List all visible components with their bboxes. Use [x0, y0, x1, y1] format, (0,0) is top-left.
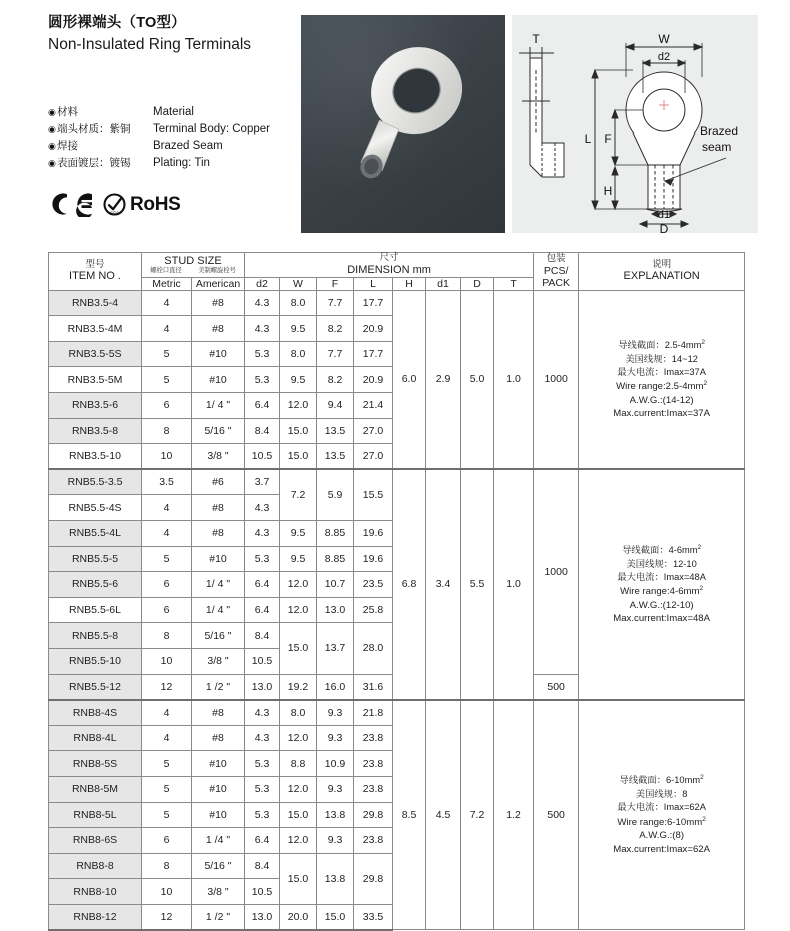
cell-american: 1/ 4 ": [192, 572, 245, 598]
cell-d2: 6.4: [245, 572, 280, 598]
cell-d2: 5.3: [245, 341, 280, 367]
cell-item: RNB3.5-6: [49, 393, 142, 419]
cell-american: #8: [192, 725, 245, 751]
expl-line: A.W.G.:(14-12): [629, 394, 694, 406]
cell-f: 10.9: [317, 751, 354, 777]
material-label-cn: 焊接: [57, 140, 78, 152]
cell-metric: 5: [142, 367, 192, 393]
cell-american: #8: [192, 520, 245, 546]
cell-w: 7.2: [280, 469, 317, 520]
cell-american: 5/16 ": [192, 853, 245, 879]
cell-l: 27.0: [354, 418, 393, 444]
cell-w: 19.2: [280, 674, 317, 700]
drawing-svg: [512, 15, 758, 233]
cell-l: 17.7: [354, 290, 393, 316]
cell-item: RNB5.5-6L: [49, 597, 142, 623]
bullet-icon: ◉: [48, 107, 56, 117]
cell-w: 9.5: [280, 367, 317, 393]
cell-w: 8.0: [280, 700, 317, 726]
page-title-en: Non-Insulated Ring Terminals: [48, 35, 252, 53]
col-header-item-en: ITEM NO .: [69, 270, 121, 283]
cell-american: 5/16 ": [192, 623, 245, 649]
list-item: [48, 104, 300, 121]
material-label-en: Terminal Body: Copper: [153, 123, 270, 135]
cell-l: 19.6: [354, 520, 393, 546]
col-header-stud-size: [142, 253, 245, 278]
cell-american: 1 /2 ": [192, 904, 245, 930]
cell-metric: 6: [142, 828, 192, 854]
cell-d2: 8.4: [245, 623, 280, 649]
cell-w: 9.5: [280, 520, 317, 546]
cell-metric: 6: [142, 572, 192, 598]
expl-line: Wire $range:4-6mm^2$: [620, 585, 704, 598]
drawing-label-w: W: [658, 32, 670, 46]
cell-item: RNB5.5-4S: [49, 495, 142, 521]
cell-item: RNB5.5-3.5: [49, 469, 142, 495]
cell-h: 6.0: [393, 290, 426, 469]
col-header-h: H: [393, 277, 426, 290]
cell-l: 25.8: [354, 597, 393, 623]
cell-american: #8: [192, 316, 245, 342]
cell-item: RNB3.5-5M: [49, 367, 142, 393]
cell-d2: 4.3: [245, 700, 280, 726]
cell-american: 1 /4 ": [192, 828, 245, 854]
expl-line: 最大电流：Imax=48A: [617, 571, 706, 582]
cell-f: 15.0: [317, 904, 354, 930]
cell-d2: 4.3: [245, 520, 280, 546]
rohs-small-text: SGS: [110, 209, 119, 215]
cell-metric: 12: [142, 674, 192, 700]
cell-metric: 3.5: [142, 469, 192, 495]
cell-f: 8.2: [317, 367, 354, 393]
cell-metric: 5: [142, 341, 192, 367]
cell-item: RNB8-4L: [49, 725, 142, 751]
col-header-dimension-cn: 尺寸: [379, 252, 399, 263]
col-header-l: L: [354, 277, 393, 290]
cell-d2: 13.0: [245, 674, 280, 700]
rohs-mark: [103, 193, 181, 216]
cell-w: 12.0: [280, 572, 317, 598]
material-spec-list: [48, 104, 300, 172]
col-header-explanation: [579, 253, 745, 291]
cell-pack: 500: [534, 674, 579, 700]
col-header-stud-en: STUD SIZE: [164, 254, 222, 267]
cell-metric: 8: [142, 853, 192, 879]
cell-metric: 6: [142, 597, 192, 623]
cell-f: 10.7: [317, 572, 354, 598]
cell-metric: 5: [142, 546, 192, 572]
cell-metric: 10: [142, 879, 192, 905]
cell-d2: 8.4: [245, 853, 280, 879]
cell-pack: 500: [534, 700, 579, 930]
cell-w: 20.0: [280, 904, 317, 930]
cell-l: 15.5: [354, 469, 393, 520]
cell-item: RNB3.5-10: [49, 444, 142, 470]
cell-american: #10: [192, 367, 245, 393]
cell-l: 23.8: [354, 828, 393, 854]
cell-d2: 13.0: [245, 904, 280, 930]
cell-metric: 5: [142, 751, 192, 777]
cell-item: RNB8-10: [49, 879, 142, 905]
cell-item: RNB3.5-4: [49, 290, 142, 316]
expl-line: Wire $range:6-10mm^2$: [617, 815, 706, 828]
cell-metric: 4: [142, 290, 192, 316]
cell-f: 13.8: [317, 853, 354, 904]
rohs-label: RoHS: [130, 193, 181, 215]
cell-f: 16.0: [317, 674, 354, 700]
cell-l: 31.6: [354, 674, 393, 700]
cell-metric: 12: [142, 904, 192, 930]
cell-d2: 4.3: [245, 725, 280, 751]
cell-item: RNB5.5-10: [49, 648, 142, 674]
cell-l: 23.5: [354, 572, 393, 598]
cell-f: 13.5: [317, 418, 354, 444]
cell-t: 1.0: [494, 290, 534, 469]
cell-american: 1/ 4 ": [192, 393, 245, 419]
cell-d: 7.2: [461, 700, 494, 930]
cell-w: 9.5: [280, 316, 317, 342]
cell-d1: 2.9: [426, 290, 461, 469]
cell-metric: 10: [142, 444, 192, 470]
expl-line: Max.current:Imax=37A: [613, 408, 711, 420]
cell-american: #8: [192, 495, 245, 521]
cell-metric: 8: [142, 623, 192, 649]
material-label-cn: 材料: [57, 106, 78, 118]
cell-american: #10: [192, 546, 245, 572]
cell-item: RNB5.5-6: [49, 572, 142, 598]
cell-metric: 5: [142, 776, 192, 802]
cell-d2: 10.5: [245, 648, 280, 674]
cell-w: 15.0: [280, 623, 317, 674]
drawing-note-line2: seam: [702, 140, 732, 154]
cell-l: 17.7: [354, 341, 393, 367]
col-header-t: T: [494, 277, 534, 290]
expl-line: 最大电流：Imax=37A: [617, 366, 706, 377]
cell-item: RNB8-12: [49, 904, 142, 930]
cell-d1: 3.4: [426, 469, 461, 699]
cell-item: RNB8-8: [49, 853, 142, 879]
material-label-cn: 表面镀层：镀锡: [57, 157, 131, 169]
cell-american: #10: [192, 341, 245, 367]
cell-metric: 10: [142, 648, 192, 674]
col-header-metric: Metric: [142, 277, 192, 290]
material-label-en: Plating: Tin: [153, 157, 210, 169]
col-header-explanation-en: EXPLANATION: [623, 270, 700, 283]
cell-metric: 5: [142, 802, 192, 828]
col-header-stud-american-cn: 美制螺旋栓号: [198, 267, 236, 275]
drawing-label-l: L: [584, 132, 592, 146]
drawing-label-d1: d1: [657, 209, 671, 221]
cell-f: 8.85: [317, 546, 354, 572]
cell-w: 9.5: [280, 546, 317, 572]
cell-explanation: [579, 469, 745, 699]
table-body: [49, 290, 745, 930]
bullet-icon: ◉: [48, 141, 56, 151]
cell-item: RNB8-5M: [49, 776, 142, 802]
cell-american: 1 /2 ": [192, 674, 245, 700]
expl-line: 导线截面：$4-6mm^2$: [622, 543, 702, 556]
col-header-f: F: [317, 277, 354, 290]
cell-item: RNB3.5-5S: [49, 341, 142, 367]
cell-pack: 1000: [534, 290, 579, 469]
col-header-american: American: [192, 277, 245, 290]
cell-f: 9.3: [317, 700, 354, 726]
cell-f: 13.7: [317, 623, 354, 674]
cell-l: 20.9: [354, 316, 393, 342]
cell-american: 3/8 ": [192, 444, 245, 470]
cell-w: 8.0: [280, 290, 317, 316]
cell-l: 23.8: [354, 776, 393, 802]
cell-f: 5.9: [317, 469, 354, 520]
cell-american: 3/8 ": [192, 648, 245, 674]
expl-line: Wire $range:2.5-4mm^2$: [616, 380, 708, 393]
cell-item: RNB3.5-4M: [49, 316, 142, 342]
cell-metric: 4: [142, 725, 192, 751]
cell-l: 23.8: [354, 725, 393, 751]
cell-d1: 4.5: [426, 700, 461, 930]
expl-line: A.W.G.:(8): [639, 830, 685, 842]
cell-metric: 4: [142, 316, 192, 342]
cell-item: RNB8-4S: [49, 700, 142, 726]
cell-w: 12.0: [280, 828, 317, 854]
cell-item: RNB5.5-8: [49, 623, 142, 649]
cell-item: RNB8-5S: [49, 751, 142, 777]
rohs-circle-icon: [103, 193, 126, 216]
cell-l: 28.0: [354, 623, 393, 674]
expl-line: 导线截面：$6-10mm^2$: [619, 774, 704, 786]
cell-t: 1.0: [494, 469, 534, 699]
drawing-label-d: D: [659, 222, 669, 233]
cell-item: RNB8-6S: [49, 828, 142, 854]
dimension-drawing: [512, 15, 758, 233]
bullet-icon: ◉: [48, 124, 56, 134]
cell-f: 7.7: [317, 341, 354, 367]
cell-t: 1.2: [494, 700, 534, 930]
cell-d2: 5.3: [245, 546, 280, 572]
cell-w: 15.0: [280, 418, 317, 444]
col-header-pack-l2: PACK: [542, 276, 571, 289]
cell-d2: 6.4: [245, 393, 280, 419]
ring-terminal-photo-illustration: [301, 15, 505, 233]
cell-american: #6: [192, 469, 245, 495]
cell-f: 9.3: [317, 828, 354, 854]
cell-american: #10: [192, 802, 245, 828]
cell-item: RNB5.5-12: [49, 674, 142, 700]
cell-d2: 10.5: [245, 444, 280, 470]
table-row: [49, 469, 745, 495]
drawing-label-f: F: [604, 132, 612, 146]
cell-american: #10: [192, 751, 245, 777]
header-section: [0, 0, 790, 240]
cell-l: 21.4: [354, 393, 393, 419]
cell-metric: 4: [142, 700, 192, 726]
col-header-pack-cn: 包装: [546, 252, 566, 264]
table-row: [49, 290, 745, 316]
material-label-en: Material: [153, 106, 194, 118]
cell-item: RNB5.5-5: [49, 546, 142, 572]
table-header: [49, 253, 745, 291]
cell-metric: 8: [142, 418, 192, 444]
cell-d2: 5.3: [245, 367, 280, 393]
col-header-stud-metric-cn: 螺栓口直径: [150, 267, 182, 275]
cell-american: #10: [192, 776, 245, 802]
cell-l: 29.8: [354, 853, 393, 904]
cell-f: 8.85: [317, 520, 354, 546]
cell-f: 13.8: [317, 802, 354, 828]
cell-f: 9.4: [317, 393, 354, 419]
col-header-explanation-cn: 说明: [652, 258, 672, 270]
cell-d2: 5.3: [245, 802, 280, 828]
list-item: [48, 121, 300, 138]
col-header-item-cn: 型号: [85, 258, 105, 270]
cell-f: 8.2: [317, 316, 354, 342]
cell-metric: 4: [142, 495, 192, 521]
cell-d2: 8.4: [245, 418, 280, 444]
col-header-pack-l1: PCS/: [543, 264, 569, 277]
cell-w: 15.0: [280, 444, 317, 470]
cell-l: 23.8: [354, 751, 393, 777]
expl-line: 导线截面：$2.5-4mm^2$: [618, 338, 706, 351]
cell-d2: 4.3: [245, 290, 280, 316]
col-header-dimension-en: DIMENSION mm: [347, 263, 431, 276]
cell-l: 33.5: [354, 904, 393, 930]
cell-w: 8.8: [280, 751, 317, 777]
cell-l: 21.8: [354, 700, 393, 726]
cell-l: 27.0: [354, 444, 393, 470]
drawing-note-line1: Brazed: [700, 124, 739, 138]
cell-item: RNB8-5L: [49, 802, 142, 828]
drawing-label-h: H: [603, 184, 613, 198]
col-header-d2: d2: [245, 277, 280, 290]
cell-d2: 5.3: [245, 751, 280, 777]
cell-american: #8: [192, 700, 245, 726]
cell-d2: 3.7: [245, 469, 280, 495]
cell-w: 12.0: [280, 725, 317, 751]
col-header-w: W: [280, 277, 317, 290]
cell-w: 12.0: [280, 597, 317, 623]
cell-american: #8: [192, 290, 245, 316]
product-title-block: [48, 14, 298, 55]
table-row: [49, 700, 745, 726]
cell-w: 8.0: [280, 341, 317, 367]
cell-f: 9.3: [317, 725, 354, 751]
col-header-d: D: [461, 277, 494, 290]
cell-l: 29.8: [354, 802, 393, 828]
cell-h: 8.5: [393, 700, 426, 930]
cell-item: RNB3.5-8: [49, 418, 142, 444]
cell-d: 5.0: [461, 290, 494, 469]
cell-metric: 4: [142, 520, 192, 546]
cell-d2: 6.4: [245, 597, 280, 623]
cell-american: 1/ 4 ": [192, 597, 245, 623]
cell-f: 13.5: [317, 444, 354, 470]
drawing-label-t: T: [532, 32, 540, 46]
cell-w: 12.0: [280, 776, 317, 802]
bullet-icon: ◉: [48, 158, 56, 168]
expl-line: 美国线规：8: [635, 789, 688, 800]
cell-pack: 1000: [534, 469, 579, 674]
cell-h: 6.8: [393, 469, 426, 699]
cell-d2: 6.4: [245, 828, 280, 854]
cell-item: RNB5.5-4L: [49, 520, 142, 546]
cell-d2: 4.3: [245, 495, 280, 521]
certification-marks: [48, 191, 181, 217]
page-title-cn: 圆形裸端头（TO型）: [48, 15, 186, 31]
cell-metric: 6: [142, 393, 192, 419]
expl-line: 最大电流：Imax=62A: [617, 802, 706, 813]
cell-d2: 10.5: [245, 879, 280, 905]
cell-f: 7.7: [317, 290, 354, 316]
cell-l: 19.6: [354, 546, 393, 572]
cell-w: 15.0: [280, 853, 317, 904]
drawing-label-d2: d2: [657, 51, 671, 63]
cell-w: 15.0: [280, 802, 317, 828]
table-header-row-1: [49, 253, 745, 278]
cell-american: 3/8 ": [192, 879, 245, 905]
expl-line: 美国线规：12-10: [626, 558, 697, 569]
cell-f: 9.3: [317, 776, 354, 802]
material-label-en: Brazed Seam: [153, 140, 223, 152]
col-header-pack: [534, 253, 579, 291]
cell-explanation: [579, 700, 745, 930]
cell-d: 5.5: [461, 469, 494, 699]
expl-line: 美国线规：14~12: [625, 353, 698, 364]
cell-l: 20.9: [354, 367, 393, 393]
list-item: [48, 138, 300, 155]
cell-d2: 4.3: [245, 316, 280, 342]
expl-line: Max.current:Imax=62A: [613, 844, 711, 856]
cell-f: 13.0: [317, 597, 354, 623]
list-item: [48, 155, 300, 172]
cell-d2: 5.3: [245, 776, 280, 802]
cell-explanation: [579, 290, 745, 469]
col-header-item-no: [49, 253, 142, 291]
col-header-dimension: [245, 253, 534, 278]
ce-mark-icon: [48, 191, 96, 217]
cell-american: 5/16 ": [192, 418, 245, 444]
expl-line: Max.current:Imax=48A: [613, 613, 711, 625]
specification-table: [48, 252, 745, 931]
expl-line: A.W.G.:(12-10): [629, 599, 694, 611]
material-label-cn: 端头材质：紫铜: [57, 123, 131, 135]
specification-table-wrapper: [48, 252, 744, 931]
col-header-d1: d1: [426, 277, 461, 290]
cell-w: 12.0: [280, 393, 317, 419]
product-photo: [301, 15, 505, 233]
